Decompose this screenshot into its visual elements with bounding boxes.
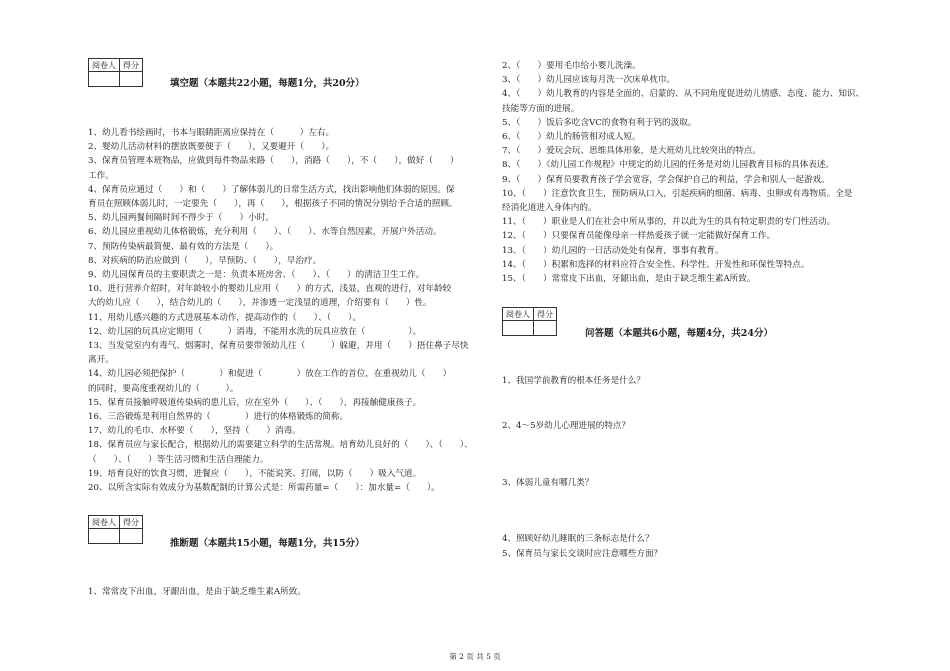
judge-question-line: 9、（ ）保育员要教育孩子学会宽容，学会保护自己的利益，学会和别人一起游戏。: [502, 174, 830, 185]
judge-question-line: 7、（ ）爱玩会玩、思维具体形象，是大班幼儿比较突出的特点。: [502, 146, 761, 157]
fill-question-line: 2、婴幼儿活动材料的摆放既要便于（ ），又要避开（ ）。: [88, 142, 335, 153]
page-footer: 第 2 页 共 5 页: [449, 652, 501, 661]
reviewer-label: 阅卷人: [89, 516, 120, 529]
judge-question-line: 技能等方面的进展。: [502, 103, 580, 114]
fill-question-line: 3、保育员管理本班物品，应做到每件物品来路（ ），消路（ ），不（ ），做好（ ）: [88, 156, 459, 167]
fill-question-line: 离开。: [88, 355, 114, 366]
fill-question-line: 9、幼儿园保育员的主要职责之一是：负责本班房舍、（ ）、（ ）的清洁卫生工作。: [88, 270, 425, 280]
judge-question-line: 10、（ ）注意饮食卫生，预防病从口入，引起疾病的细菌、病毒、虫卵或有毒物质。全是: [502, 188, 853, 199]
judge-question-1: 1、常常皮下出血，牙龈出血，是由于缺乏维生素A所致。: [88, 587, 306, 597]
fill-question-line: 育员在照顾体弱儿时，一定要先（ ），再（ ），根据孩子不同的情况分别给予合适的照顾。: [88, 199, 458, 209]
section-title-fill: 填空题（本题共22小题，每题1分，共20分）: [170, 78, 365, 89]
fill-question-line: 11、用幼儿感兴趣的方式进展基本动作，提高动作的（ ）、（ ）。: [88, 312, 362, 323]
section-title-judge: 推断题（本题共15小题，每题1分，共15分）: [170, 538, 365, 549]
fill-question-line: 10、进行营养介绍时，对年龄较小的婴幼儿应用（ ）的方式，浅显，直观的进行，对年龄较: [88, 284, 452, 295]
score-box-fill: [88, 58, 143, 87]
score-label: 得分: [534, 308, 557, 321]
judge-question-line: 经消化道进入身体内的。: [502, 203, 597, 213]
fill-question-line: 的同时，要高度重视幼儿的（ ）。: [88, 383, 239, 394]
fill-question-line: 1、幼儿看书绘画时，书本与眼睛距离应保持在（ ）左右。: [88, 128, 335, 138]
reviewer-cell: [503, 321, 534, 336]
judge-question-line: 15、（ ）常常皮下出血，牙龈出血，是由于缺乏维生素A所致。: [502, 274, 756, 284]
fill-question-line: 工作。: [88, 170, 114, 181]
reviewer-cell: [89, 529, 120, 544]
fill-question-line: 18、保育员应与家长配合，根据幼儿的需要建立科学的生活常规。培育幼儿良好的（ ）、（ ）、: [88, 440, 473, 451]
judge-question-line: 6、（ ）幼儿的肠管相对成人短。: [502, 132, 641, 142]
qa-question: 4、照顾好幼儿睡眠的三条标志是什么？: [502, 534, 654, 544]
reviewer-label: 阅卷人: [89, 59, 120, 72]
score-cell: [534, 321, 557, 336]
score-label: 得分: [120, 59, 143, 72]
judge-question-line: 14、（ ）积累和选择的材料应符合安全性、科学性、开发性和环保性等特点。: [502, 259, 810, 270]
qa-question: 3、体弱儿童有哪几类？: [502, 478, 594, 488]
judge-question-line: 3、（ ）幼儿园应该每月洗一次床单枕巾。: [502, 75, 676, 86]
fill-question-line: 17、幼儿的毛巾、水杯要（ ），坚持（ ）消毒。: [88, 426, 301, 437]
score-box-judge: [88, 515, 143, 544]
fill-question-line: 8、对疾病的防治应做到（ ），早预防、（ ），早治疗。: [88, 255, 322, 266]
judge-question-line: 8、（ ）《幼儿园工作规程》中规定的幼儿园的任务是对幼儿园教育目标的具体表述。: [502, 160, 835, 171]
fill-question-line: 5、幼儿园两餐间隔时间不得少于（ ）小时。: [88, 213, 274, 224]
judge-question-line: 4、（ ）幼儿教育的内容是全面的、启蒙的、从不同角度促进幼儿情感、态度、能力、知识、: [502, 89, 865, 100]
qa-question: 5、保育员与家长交谈时应注意哪些方面？: [502, 549, 663, 559]
judge-question-line: 2、（ ）要用毛巾给小婴儿洗澡。: [502, 61, 641, 71]
score-label: 得分: [120, 516, 143, 529]
fill-question-line: 15、保育员接触呼吸道传染病的患儿后，应在室外（ ）、（ ），再接触健康孩子。: [88, 397, 422, 408]
score-cell: [120, 529, 143, 544]
fill-question-line: 16、三浴锻炼是利用自然界的（ ）进行的体格锻炼的简称。: [88, 412, 349, 422]
judge-question-line: 13、（ ）幼儿园的一日活动处处有保育，事事有教育。: [502, 245, 724, 256]
fill-question-line: 14、幼儿园必须把保护（ ）和促进（ ）放在工作的首位，在重视幼儿（ ）: [88, 369, 452, 380]
judge-question-line: 12、（ ）只要保育员能像母亲一样热爱孩子就一定能做好保育工作。: [502, 231, 776, 242]
fill-question-line: 13、当发觉室内有毒气、烟雾时，保育员要带领幼儿往（ ）躲避，并用（ ）捂住鼻子尽快: [88, 341, 469, 351]
fill-question-line: 19、培育良好的饮食习惯，进餐应（ ），不能说笑、打闹，以防（ ）吸入气道。: [88, 468, 422, 479]
score-cell: [120, 72, 143, 87]
section-title-qa: 问答题（本题共6小题，每题4分，共24分）: [585, 328, 773, 339]
fill-question-line: 6、幼儿园应重视幼儿体格锻炼，充分利用（ ）、（ ）、水等自然因素，开展户外活动。: [88, 227, 442, 238]
reviewer-label: 阅卷人: [503, 308, 534, 321]
judge-question-line: 5、（ ）饭后多吃含VC的食物有利于钙的汲取。: [502, 117, 697, 128]
qa-question: 2、4～5岁幼儿心理进展的特点？: [502, 421, 631, 431]
reviewer-cell: [89, 72, 120, 87]
score-box-qa: [502, 307, 557, 336]
fill-question-line: 7、预防传染病最简便、最有效的方法是（ ）。: [88, 241, 279, 252]
fill-question-line: 20、以所含实际有效成分为基数配制的计算公式是：所需药量=（ ）：加水量=（ ）。: [88, 483, 440, 493]
qa-question: 1、我国学前教育的根本任务是什么？: [502, 376, 645, 386]
judge-question-line: 11、（ ）职业是人们在社会中所从事的，并以此为生的具有特定职责的专门性活动。: [502, 217, 836, 228]
fill-question-line: 12、幼儿园的玩具应定期用（ ）消毒，不能用水洗的玩具应放在（ ）。: [88, 326, 422, 337]
fill-question-line: 大的幼儿应（ ），结合幼儿的（ ），并渗透一定浅显的道理，介绍要有（ ）性。: [88, 298, 432, 309]
fill-question-line: 4、保育员应通过（ ）和（ ）了解体弱儿的日常生活方式，找出影响他们体弱的原因。保: [88, 184, 455, 195]
fill-question-line: （ ）、（ ）等生活习惯和生活自理能力。: [88, 454, 269, 465]
